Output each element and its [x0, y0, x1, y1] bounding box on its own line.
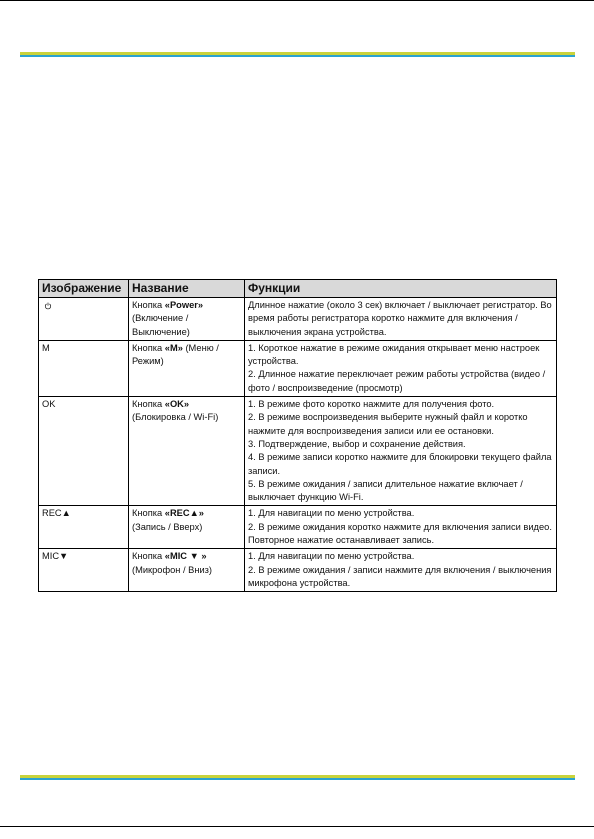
table-header-row	[39, 280, 557, 298]
name-rest: (Меню / Режим)	[132, 342, 219, 367]
name-prefix: Кнопка	[132, 551, 165, 562]
function-line: 5. В режиме ожидания / записи длительное нажатие включает / выключает функцию Wi-Fi.	[248, 478, 523, 503]
cell-functions	[245, 340, 557, 396]
name-rest: (Микрофон / Вниз)	[132, 564, 213, 575]
footer-band	[20, 775, 575, 780]
header-functions: Функции	[245, 280, 557, 298]
function-line: 1. В режиме фото коротко нажмите для получения фото.	[248, 399, 495, 410]
name-bold: «OK»	[164, 399, 190, 410]
function-line: Длинное нажатие (около 3 сек) включает / выключает регистратор. Во время работы регистратора коротко нажмите для включения / выключения экрана устройства.	[248, 300, 552, 337]
name-prefix: Кнопка	[132, 300, 165, 310]
cell-name	[129, 397, 245, 506]
cell-image: MIC▼	[39, 549, 129, 592]
header-band-blue	[20, 55, 575, 57]
function-line: 1. Короткое нажатие в режиме ожидания открывает меню настроек устройства.	[248, 342, 540, 367]
header-band	[20, 52, 575, 57]
cell-image: OK	[39, 397, 129, 506]
name-prefix: Кнопка	[132, 399, 165, 410]
name-prefix: Кнопка	[132, 508, 165, 519]
cell-name	[129, 298, 245, 341]
name-bold: «Power»	[164, 300, 204, 310]
table-row	[39, 549, 557, 592]
footer-band-blue	[20, 778, 575, 780]
cell-image: M	[39, 340, 129, 396]
cell-image	[39, 298, 129, 341]
top-rule	[0, 0, 594, 1]
function-line: 2. В режиме ожидания коротко нажмите для включения записи видео. Повторное нажатие останавливает запись.	[248, 521, 552, 546]
header-name: Название	[129, 280, 245, 298]
table-row	[39, 340, 557, 396]
name-bold: «REC▲»	[164, 508, 204, 519]
function-line: 3. Подтверждение, выбор и сохранение действия.	[248, 438, 466, 449]
function-line: 2. В режиме воспроизведения выберите нужный файл и коротко нажмите для воспроизведения записи или ее остановки.	[248, 412, 528, 436]
name-prefix: Кнопка	[132, 342, 165, 353]
name-bold: «M»	[164, 342, 183, 353]
cell-functions	[245, 298, 557, 341]
function-line: 1. Для навигации по меню устройства.	[248, 551, 415, 562]
function-line: 2. Длинное нажатие переключает режим работы устройства (видео / фото / воспроизведение (просмотр)	[248, 369, 546, 393]
power-icon	[44, 302, 52, 310]
bottom-rule	[0, 826, 594, 827]
name-bold: «MIC ▼ »	[164, 551, 207, 562]
cell-functions	[245, 397, 557, 506]
table-row	[39, 506, 557, 549]
buttons-function-table	[38, 279, 557, 592]
function-line: 2. В режиме ожидания / записи нажмите для включения / выключения микрофона устройства.	[248, 564, 552, 588]
cell-functions	[245, 506, 557, 549]
name-rest: (Запись / Вверх)	[132, 521, 203, 532]
table-row	[39, 397, 557, 506]
cell-functions	[245, 549, 557, 592]
cell-name	[129, 549, 245, 592]
header-image: Изображение	[39, 280, 129, 298]
cell-name	[129, 506, 245, 549]
table-row	[39, 298, 557, 341]
name-rest: (Включение / Выключение)	[132, 313, 190, 337]
function-line: 4. В режиме записи коротко нажмите для блокировки текущего файла записи.	[248, 452, 552, 476]
cell-image: REC▲	[39, 506, 129, 549]
function-line: 1. Для навигации по меню устройства.	[248, 508, 415, 519]
cell-name	[129, 340, 245, 396]
name-rest: (Блокировка / Wi-Fi)	[132, 412, 219, 423]
